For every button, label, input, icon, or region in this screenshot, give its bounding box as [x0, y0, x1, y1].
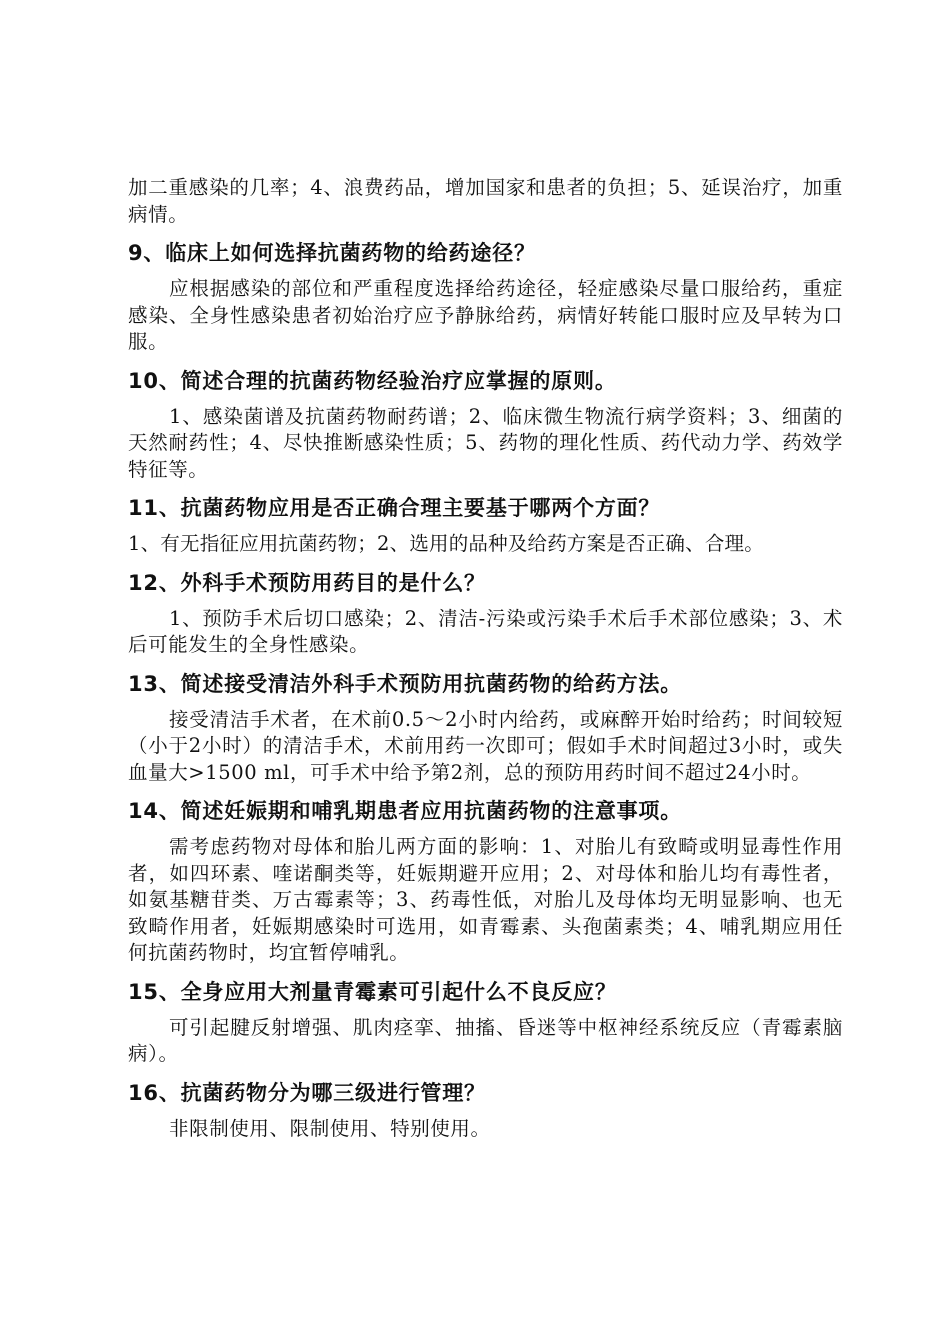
answer-paragraph: 应根据感染的部位和严重程度选择给药途径，轻症感染尽量口服给药，重症感染、全身性感染患者初始治疗应予静脉给药，病情好转能口服时应及早转为口服。: [128, 277, 843, 353]
answer-paragraph: 接受清洁手术者，在术前0.5～2小时内给药，或麻醉开始时给药；时间较短（小于2小时）的清洁手术，术前用药一次即可；假如手术时间超过3小时，或失血量大>1500 ml，可手术中给予第2剂，总的预防用药时间不超过24小时。: [128, 707, 843, 784]
qa-section-13: [128, 668, 843, 787]
question-heading: 15、全身应用大剂量青霉素可引起什么不良反应？: [128, 979, 617, 1004]
document-page: [128, 175, 843, 1142]
question-heading: 10、简述合理的抗菌药物经验治疗应掌握的原则。: [128, 368, 617, 393]
qa-section-9: [128, 237, 843, 356]
question-heading: 11、抗菌药物应用是否正确合理主要基于哪两个方面？: [128, 496, 661, 520]
question-heading: 13、简述接受清洁外科手术预防用抗菌药物的给药方法。: [128, 671, 683, 696]
question-heading: 9、临床上如何选择抗菌药物的给药途径？: [128, 241, 536, 265]
answer-paragraph: 可引起腱反射增强、肌肉痉挛、抽搐、昏迷等中枢神经系统反应（青霉素脑病）。: [128, 1015, 843, 1065]
qa-section-10: [128, 365, 843, 484]
answer-paragraph: 1、有无指征应用抗菌药物；2、选用的品种及给药方案是否正确、合理。: [128, 532, 764, 555]
qa-section-14: [128, 795, 843, 967]
qa-section-11: [128, 492, 843, 558]
question-heading: 14、简述妊娠期和哺乳期患者应用抗菌药物的注意事项。: [128, 799, 683, 823]
question-heading: 12、外科手术预防用药目的是什么？: [128, 570, 486, 595]
intro-paragraph: 加二重感染的几率；4、浪费药品，增加国家和患者的负担；5、延误治疗，加重病情。: [128, 176, 843, 226]
answer-paragraph: 非限制使用、限制使用、特别使用。: [169, 1116, 491, 1140]
answer-paragraph: 1、预防手术后切口感染；2、清洁-污染或污染手术后手术部位感染；3、术后可能发生的全身性感染。: [128, 606, 843, 656]
qa-section-16: [128, 1077, 843, 1143]
question-heading: 16、抗菌药物分为哪三级进行管理？: [128, 1080, 486, 1105]
answer-paragraph: 需考虑药物对母体和胎儿两方面的影响：1、对胎儿有致畸或明显毒性作用者，如四环素、喹诺酮类等，妊娠期避开应用；2、对母体和胎儿均有毒性者，如氨基糖苷类、万古霉素等；3、药毒性低，对胎儿及母体均无明显影响、也无致畸作用者，妊娠期感染时可选用，如青霉素、头孢菌素类；4、哺乳期应用任何抗菌药物时，均宜暂停哺乳。: [128, 835, 843, 964]
qa-section-15: [128, 976, 843, 1068]
answer-paragraph: 1、感染菌谱及抗菌药物耐药谱；2、临床微生物流行病学资料；3、细菌的天然耐药性；4、尽快推断感染性质；5、药物的理化性质、药代动力学、药效学特征等。: [128, 404, 843, 481]
qa-section-12: [128, 567, 843, 659]
